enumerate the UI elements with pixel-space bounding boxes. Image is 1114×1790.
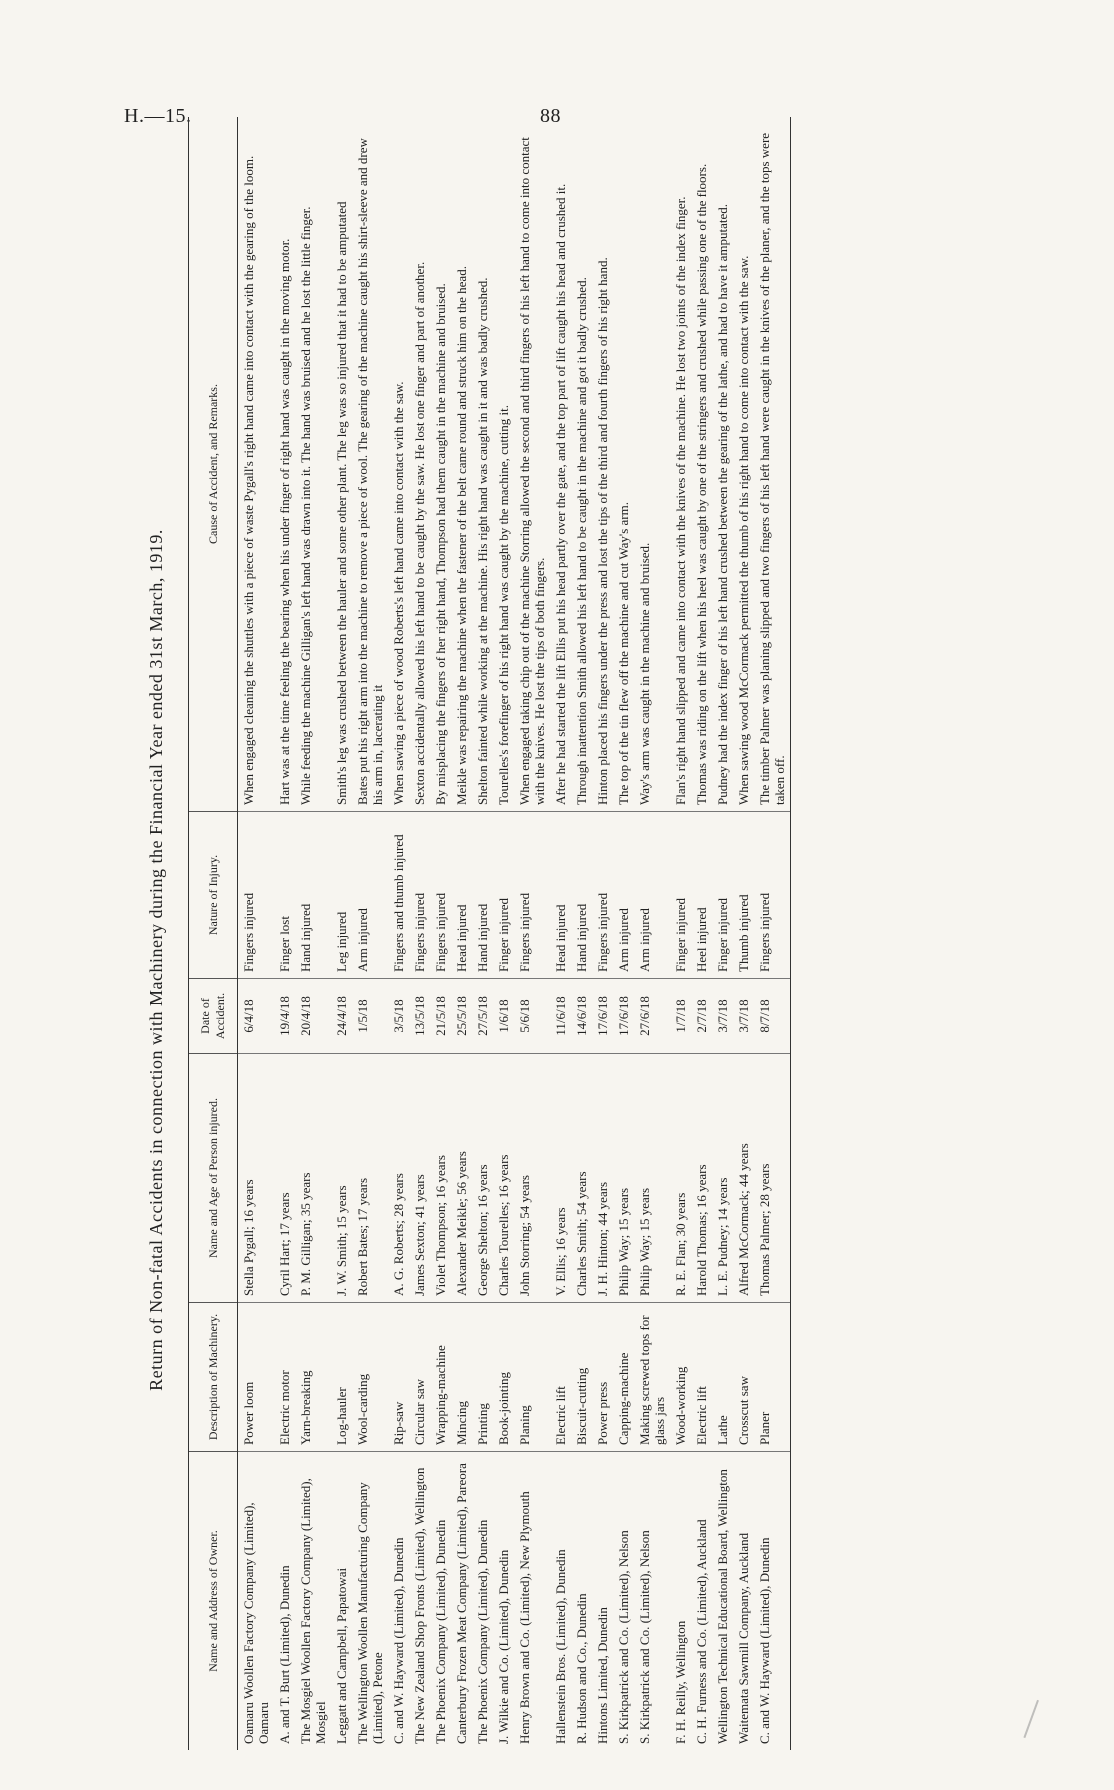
cell-owner: C. H. Furness and Co. (Limited), Auckland <box>694 1519 709 1744</box>
cell-injury: Arm injured <box>613 812 634 979</box>
page-number: 88 <box>540 105 561 127</box>
cell-owner: The Mosgiel Woollen Factory Company (Limited), Mosgiel <box>298 1478 328 1744</box>
cell-cause: The timber Palmer was planing slipped and two fingers of his left hand were caught in the knives of the planer, and the tops were taken off. <box>754 117 791 812</box>
table-row <box>331 117 352 1750</box>
table-header-row <box>189 117 238 1750</box>
cell-date: 17/6/18 <box>613 979 634 1054</box>
cell-date: 27/6/18 <box>634 979 670 1054</box>
cell-owner: J. Wilkie and Co. (Limited), Dunedin <box>496 1549 511 1744</box>
table-row <box>550 117 571 1750</box>
cell-injury: Leg injured <box>331 812 352 979</box>
cell-date: 13/5/18 <box>409 979 430 1054</box>
table-row <box>238 117 275 1750</box>
cell-owner: Oamaru Woollen Factory Company (Limited), Oamaru <box>241 1502 271 1744</box>
cell-injury: Heel injured <box>691 812 712 979</box>
cell-cause: Pudney had the index finger of his left hand crushed between the gearing of the lathe, and had to have it amputated. <box>712 117 733 812</box>
cell-cause: While feeding the machine Gilligan's left hand was drawn into it. The hand was bruised and he lost the little finger. <box>295 117 331 812</box>
cell-date: 3/7/18 <box>733 979 754 1054</box>
cell-person: John Storring; 54 years <box>514 1054 550 1303</box>
table-row <box>691 117 712 1750</box>
cell-injury: Arm injured <box>352 812 388 979</box>
cell-date: 17/6/18 <box>592 979 613 1054</box>
table-row <box>451 117 472 1750</box>
table-row <box>409 117 430 1750</box>
cell-machinery: Log-hauler <box>331 1303 352 1452</box>
cell-injury: Hand injured <box>571 812 592 979</box>
cell-person: George Shelton; 16 years <box>472 1054 493 1303</box>
cell-injury: Fingers injured <box>409 812 430 979</box>
cell-injury: Fingers injured <box>514 812 550 979</box>
cell-date: 6/4/18 <box>238 979 275 1054</box>
cell-machinery: Crosscut saw <box>733 1303 754 1452</box>
cell-person: J. H. Hinton; 44 years <box>592 1054 613 1303</box>
cell-injury: Hand injured <box>295 812 331 979</box>
cell-cause: When sawing wood McCormack permitted the thumb of his right hand to come into contact with the saw. <box>733 117 754 812</box>
cell-date: 14/6/18 <box>571 979 592 1054</box>
header-machinery: Description of Machinery. <box>189 1303 238 1452</box>
cell-person: Alfred McCormack; 44 years <box>733 1054 754 1303</box>
cell-person: Alexander Meikle; 56 years <box>451 1054 472 1303</box>
cell-date: 8/7/18 <box>754 979 791 1054</box>
cell-machinery: Yarn-breaking <box>295 1303 331 1452</box>
cell-machinery: Electric motor <box>274 1303 295 1452</box>
cell-cause: Way's arm was caught in the machine and bruised. <box>634 117 670 812</box>
cell-machinery: Electric lift <box>550 1303 571 1452</box>
cell-person: Charles Smith; 54 years <box>571 1054 592 1303</box>
cell-owner: The New Zealand Shop Fronts (Limited), Wellington <box>412 1467 427 1744</box>
cell-injury: Fingers injured <box>430 812 451 979</box>
cell-date: 27/5/18 <box>472 979 493 1054</box>
cell-injury: Finger injured <box>493 812 514 979</box>
cell-cause: When sawing a piece of wood Roberts's left hand came into contact with the saw. <box>388 117 409 812</box>
cell-cause: When engaged cleaning the shuttles with a piece of waste Pygall's right hand came into contact with the gearing of the loom. <box>238 117 275 812</box>
cell-injury: Hand injured <box>472 812 493 979</box>
table-row <box>712 117 733 1750</box>
cell-person: Stella Pygall; 16 years <box>238 1054 275 1303</box>
cell-person: Charles Tourelles; 16 years <box>493 1054 514 1303</box>
cell-cause: Hinton placed his fingers under the press and lost the tips of the third and fourth fingers of his right hand. <box>592 117 613 812</box>
cell-cause: By misplacing the fingers of her right hand, Thompson had them caught in the machine and bruised. <box>430 117 451 812</box>
cell-cause: Bates put his right arm into the machine to remove a piece of wool. The gearing of the machine caught his shirt-sleeve and drew his arm in, lacerating it <box>352 117 388 812</box>
cell-injury: Head injured <box>550 812 571 979</box>
cell-person: J. W. Smith; 15 years <box>331 1054 352 1303</box>
cell-machinery: Printing <box>472 1303 493 1452</box>
cell-owner: Hintons Limited, Dunedin <box>595 1607 610 1744</box>
cell-injury: Fingers injured <box>238 812 275 979</box>
cell-owner: A. and T. Burt (Limited), Dunedin <box>277 1565 292 1744</box>
cell-owner: The Phoenix Company (Limited), Dunedin <box>475 1519 490 1744</box>
cell-person: V. Ellis; 16 years <box>550 1054 571 1303</box>
cell-owner: Wellington Technical Educational Board, Wellington <box>715 1469 730 1744</box>
cell-date: 11/6/18 <box>550 979 571 1054</box>
cell-machinery: Wool-carding <box>352 1303 388 1452</box>
header-date: Date of Accident. <box>189 979 238 1054</box>
cell-owner: Waitemata Sawmill Company, Auckland <box>736 1532 751 1744</box>
cell-machinery: Electric lift <box>691 1303 712 1452</box>
cell-injury: Arm injured <box>634 812 670 979</box>
cell-machinery: Power press <box>592 1303 613 1452</box>
table-row <box>634 117 670 1750</box>
cell-machinery: Making screwed tops for glass jars <box>634 1303 670 1452</box>
table-row <box>388 117 409 1750</box>
cell-cause: When engaged taking chip out of the machine Storring allowed the second and third fingers of his left hand to come into contact with the knives. He lost the tips of both fingers. <box>514 117 550 812</box>
cell-person: James Sexton; 41 years <box>409 1054 430 1303</box>
cell-person: Cyril Hart; 17 years <box>274 1054 295 1303</box>
cell-cause: The top of the tin flew off the machine and cut Way's arm. <box>613 117 634 812</box>
cell-person: Harold Thomas; 16 years <box>691 1054 712 1303</box>
cell-cause: Meikle was repairing the machine when the fastener of the belt came round and struck him on the head. <box>451 117 472 812</box>
cell-injury: Finger lost <box>274 812 295 979</box>
scan-mark <box>1023 1700 1044 1740</box>
cell-owner: Hallenstein Bros. (Limited), Dunedin <box>553 1549 568 1744</box>
cell-person: Robert Bates; 17 years <box>352 1054 388 1303</box>
page-reference: H.—15. <box>124 105 192 127</box>
cell-machinery: Power loom <box>238 1303 275 1452</box>
cell-date: 25/5/18 <box>451 979 472 1054</box>
cell-injury: Finger injured <box>670 812 691 979</box>
table-row <box>352 117 388 1750</box>
cell-date: 20/4/18 <box>295 979 331 1054</box>
cell-date: 1/6/18 <box>493 979 514 1054</box>
cell-cause: Shelton fainted while working at the machine. His right hand was caught in it and was badly crushed. <box>472 117 493 812</box>
cell-date: 5/6/18 <box>514 979 550 1054</box>
cell-cause: Flan's right hand slipped and came into contact with the knives of the machine. He lost two joints of the index finger. <box>670 117 691 812</box>
table-row <box>472 117 493 1750</box>
cell-machinery: Mincing <box>451 1303 472 1452</box>
table-row <box>592 117 613 1750</box>
cell-date: 3/5/18 <box>388 979 409 1054</box>
cell-date: 24/4/18 <box>331 979 352 1054</box>
cell-cause: After he had started the lift Ellis put his head partly over the gate, and the top part of lift caught his head and crushed it. <box>550 117 571 812</box>
header-cause: Cause of Accident, and Remarks. <box>189 117 238 812</box>
cell-cause: Thomas was riding on the lift when his heel was caught by one of the stringers and crushed while passing one of the floors. <box>691 117 712 812</box>
cell-person: L. E. Pudney; 14 years <box>712 1054 733 1303</box>
table-row <box>295 117 331 1750</box>
cell-cause: Tourelles's forefinger of his right hand was caught by the machine, cutting it. <box>493 117 514 812</box>
cell-date: 19/4/18 <box>274 979 295 1054</box>
table-row <box>430 117 451 1750</box>
cell-injury: Head injured <box>451 812 472 979</box>
cell-machinery: Biscuit-cutting <box>571 1303 592 1452</box>
cell-cause: Smith's leg was crushed between the hauler and some other plant. The leg was so injured that it had to be amputated <box>331 117 352 812</box>
table-row <box>670 117 691 1750</box>
cell-injury: Fingers and thumb injured <box>388 812 409 979</box>
table-row <box>733 117 754 1750</box>
table-row <box>493 117 514 1750</box>
cell-injury: Thumb injured <box>733 812 754 979</box>
header-person: Name and Age of Person injured. <box>189 1054 238 1303</box>
cell-date: 1/5/18 <box>352 979 388 1054</box>
cell-machinery: Circular saw <box>409 1303 430 1452</box>
cell-owner: R. Hudson and Co., Dunedin <box>574 1593 589 1744</box>
cell-injury: Finger injured <box>712 812 733 979</box>
cell-date: 3/7/18 <box>712 979 733 1054</box>
cell-date: 21/5/18 <box>430 979 451 1054</box>
rotated-table-sheet <box>142 132 1022 1750</box>
table-title: Return of Non-fatal Accidents in connection with Machinery during the Financial Year ended 31st March, 1919. <box>146 529 166 1391</box>
cell-machinery: Rip-saw <box>388 1303 409 1452</box>
cell-person: Violet Thompson; 16 years <box>430 1054 451 1303</box>
cell-person: Philip Way; 15 years <box>634 1054 670 1303</box>
cell-owner: S. Kirkpatrick and Co. (Limited), Nelson <box>616 1530 631 1744</box>
cell-owner: Leggatt and Campbell, Papatowai <box>334 1567 349 1744</box>
header-owner: Name and Address of Owner. <box>189 1452 238 1751</box>
cell-cause: Sexton accidentally allowed his left hand to be caught by the saw. He lost one finger and part of another. <box>409 117 430 812</box>
table-row <box>514 117 550 1750</box>
cell-date: 2/7/18 <box>691 979 712 1054</box>
cell-machinery: Book-jointing <box>493 1303 514 1452</box>
cell-person: Thomas Palmer; 28 years <box>754 1054 791 1303</box>
cell-machinery: Planing <box>514 1303 550 1452</box>
cell-machinery: Wood-working <box>670 1303 691 1452</box>
cell-machinery: Wrapping-machine <box>430 1303 451 1452</box>
table-row <box>613 117 634 1750</box>
cell-owner: The Phoenix Company (Limited), Dunedin <box>433 1519 448 1744</box>
cell-owner: Henry Brown and Co. (Limited), New Plymouth <box>517 1491 532 1744</box>
cell-injury: Fingers injured <box>592 812 613 979</box>
cell-person: A. G. Roberts; 28 years <box>388 1054 409 1303</box>
cell-owner: C. and W. Hayward (Limited), Dunedin <box>754 1452 791 1751</box>
cell-owner: The Wellington Woollen Manufacturing Company (Limited), Petone <box>355 1482 385 1744</box>
table-row <box>571 117 592 1750</box>
table-row <box>754 117 791 1750</box>
cell-owner: Canterbury Frozen Meat Company (Limited), Pareora <box>454 1463 469 1744</box>
table-row <box>274 117 295 1750</box>
cell-machinery: Lathe <box>712 1303 733 1452</box>
cell-injury: Fingers injured <box>754 812 791 979</box>
cell-person: R. E. Flan; 30 years <box>670 1054 691 1303</box>
cell-machinery: Capping-machine <box>613 1303 634 1452</box>
header-injury: Nature of Injury. <box>189 812 238 979</box>
cell-date: 1/7/18 <box>670 979 691 1054</box>
accidents-table <box>188 117 791 1750</box>
cell-person: P. M. Gilligan; 35 years <box>295 1054 331 1303</box>
cell-owner: S. Kirkpatrick and Co. (Limited), Nelson <box>637 1530 652 1744</box>
cell-cause: Hart was at the time feeling the bearing when his under finger of right hand was caught in the moving motor. <box>274 117 295 812</box>
cell-cause: Through inattention Smith allowed his left hand to be caught in the machine and got it badly crushed. <box>571 117 592 812</box>
cell-machinery: Planer <box>754 1303 791 1452</box>
cell-owner: C. and W. Hayward (Limited), Dunedin <box>391 1537 406 1744</box>
cell-owner: F. H. Reilly, Wellington <box>673 1620 688 1744</box>
cell-person: Philip Way; 15 years <box>613 1054 634 1303</box>
